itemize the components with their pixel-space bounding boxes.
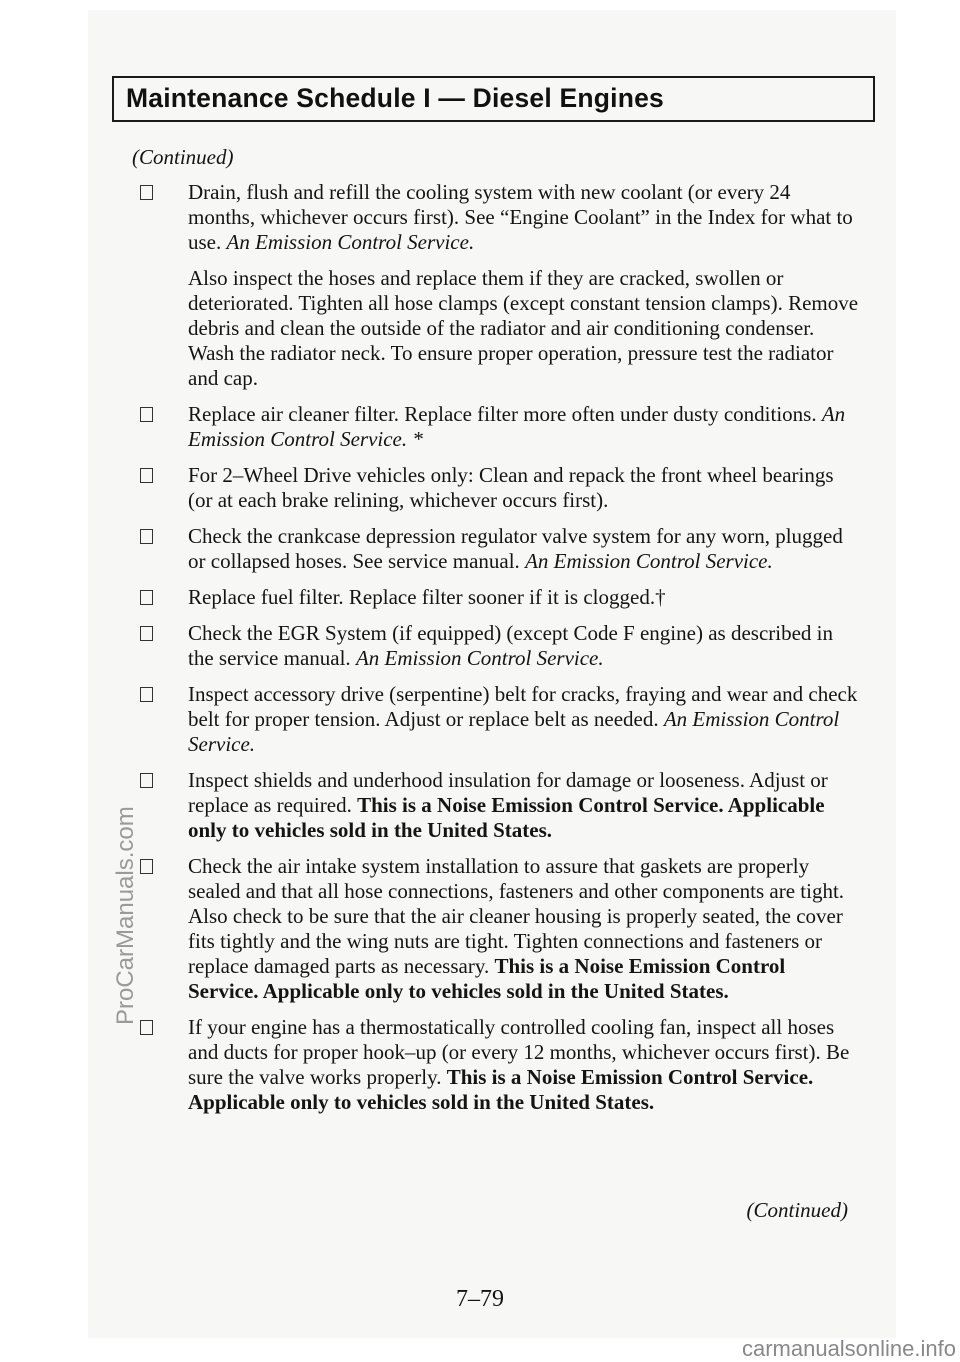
checkbox-icon[interactable] — [140, 529, 153, 544]
item-text: Replace air cleaner filter. Replace filter more often under dusty conditions. An Emission Control Service. * — [188, 402, 846, 451]
continued-label-bottom: (Continued) — [746, 1198, 848, 1222]
list-item — [140, 621, 860, 671]
page-number: 7–79 — [456, 1286, 504, 1312]
checkbox-icon[interactable] — [140, 590, 153, 605]
watermark-bottom: carmanualsonline.info — [741, 1336, 956, 1361]
list-item — [140, 402, 860, 452]
item-text: Inspect shields and underhood insulation for damage or looseness. Adjust or replace as required. This is a Noise Emission Control Service. Applicable only to vehicles sold in the United States. — [188, 768, 828, 842]
continued-label-top: (Continued) — [132, 145, 234, 169]
list-item — [140, 1015, 860, 1115]
item-text: Replace fuel filter. Replace filter sooner if it is clogged.† — [188, 585, 666, 609]
checkbox-icon[interactable] — [140, 626, 153, 641]
checklist — [140, 180, 860, 1126]
item-text: Check the EGR System (if equipped) (except Code F engine) as described in the service manual. An Emission Control Service. — [188, 621, 833, 670]
item-text: Check the crankcase depression regulator valve system for any worn, plugged or collapsed hoses. See service manual. An Emission Control Service. — [188, 524, 843, 573]
item-text: If your engine has a thermostatically controlled cooling fan, inspect all hoses and ducts for proper hook–up (or every 12 months, whichever occurs first). Be sure the valve works properly. This is a Noise Emission Control Service. Applicable only to vehicles sold in the United States. — [188, 1015, 850, 1114]
list-item — [140, 854, 860, 1004]
checkbox-icon[interactable] — [140, 185, 153, 200]
item-text: Drain, flush and refill the cooling system with new coolant (or every 24 months, whichever occurs first). See “Engine Coolant” in the Index for what to use. An Emission Control Service. — [188, 180, 853, 254]
list-item — [140, 180, 860, 391]
item-text: Check the air intake system installation to assure that gaskets are properly sealed and that all hose connections, fasteners and other components are tight. Also check to be sure that the air cleaner housing is properly seated, the cover fits tightly and the wing nuts are tight. Tighten connections and fasteners or replace damaged parts as necessary. This is a Noise Emission Control Service. Applicable only to vehicles sold in the United States. — [188, 854, 845, 1003]
watermark-side: ProCarManuals.com — [112, 806, 139, 1025]
item-note: Also inspect the hoses and replace them if they are cracked, swollen or deteriorated. Tighten all hose clamps (except constant tension clamps). Remove debris and clean the outside of the radiator and air conditioning condenser. Wash the radiator neck. To ensure proper operation, pressure test the radiator and cap. — [188, 266, 859, 390]
list-item — [140, 682, 860, 757]
checkbox-icon[interactable] — [140, 859, 153, 874]
list-item — [140, 524, 860, 574]
item-text: Inspect accessory drive (serpentine) belt for cracks, fraying and wear and check belt for proper tension. Adjust or replace belt as needed. An Emission Control Service. — [188, 682, 858, 756]
checkbox-icon[interactable] — [140, 407, 153, 422]
checkbox-icon[interactable] — [140, 468, 153, 483]
checkbox-icon[interactable] — [140, 1020, 153, 1035]
page-title: Maintenance Schedule I — Diesel Engines — [126, 83, 664, 113]
list-item — [140, 463, 860, 513]
checkbox-icon[interactable] — [140, 687, 153, 702]
list-item — [140, 768, 860, 843]
item-text: For 2–Wheel Drive vehicles only: Clean and repack the front wheel bearings (or at each brake relining, whichever occurs first). — [188, 463, 834, 512]
checkbox-icon[interactable] — [140, 773, 153, 788]
list-item — [140, 585, 860, 610]
